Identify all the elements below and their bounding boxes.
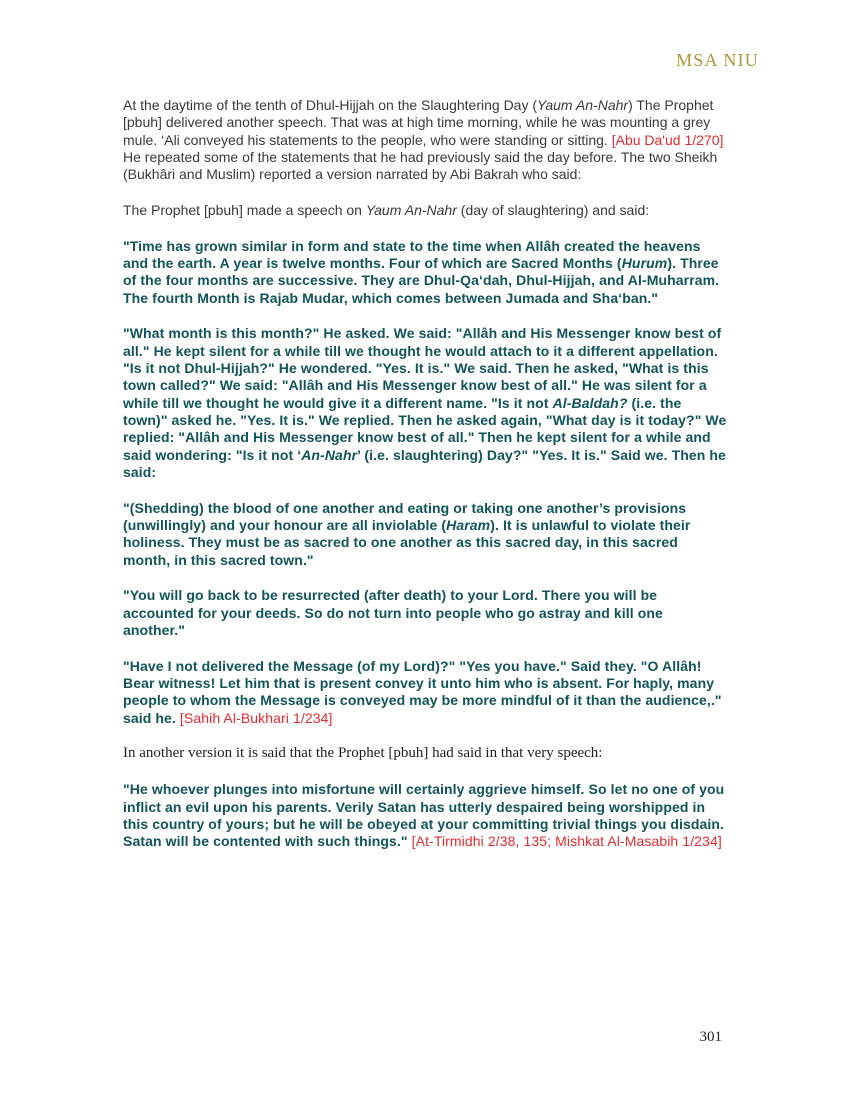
text-run: (day of slaughtering) and said:	[456, 201, 650, 218]
text-run: "What month is this month?" He asked. We said: "Allâh and His Messenger know best of all." He kept silent for a while till we thought he would attach to it a different appellation. "Is it not Dhul-Hijjah?" He wondered. "Yes. It is." We said. Then he asked, "What is this town called?" We said: "Allâh and His Messenger know best of all." He was silent for a while till we thought he would give it a different name. "Is it not	[123, 325, 722, 411]
text-block	[123, 97, 739, 850]
text-run: "He whoever plunges into misfortune will certainly aggrieve himself. So let no one of you inflict an evil upon his parents. Verily Satan has utterly despaired being worshipped in this country of yours; but he will be obeyed at your committing trivial things you disdain. Satan will be contented with such things."	[123, 781, 725, 850]
paragraph-2	[123, 202, 739, 219]
citation-reference: [Sahih Al-Bukhari 1/234]	[179, 709, 333, 726]
paragraph-3	[123, 238, 739, 307]
citation-reference: [Abu Da'ud 1/270]	[611, 131, 724, 148]
text-run: ). Three of the four months are successive. They are Dhul-Qa‘dah, Dhul-Hijjah, and Al-Muharram. The fourth Month is Rajab Mudar, which comes between Jumada and Sha‘ban."	[123, 255, 720, 306]
text-run: He repeated some of the statements that he had previously said the day before. The two Sheikh (Bukhâri and Muslim) reported a version narrated by Abi Bakrah who said:	[123, 148, 718, 183]
text-run: Hurum	[621, 255, 668, 272]
text-run: "You will go back to be resurrected (after death) to your Lord. There you will be accounted for your deeds. So do not turn into people who go astray and kill one another."	[123, 587, 663, 638]
page-header	[676, 50, 759, 71]
text-run: Yaum An-Nahr	[365, 201, 457, 218]
paragraph-8	[123, 745, 739, 762]
text-run: In another version it is said that the Prophet [pbuh] had said in that very speech:	[123, 745, 603, 762]
header-title: MSA NIU	[676, 50, 759, 70]
citation-reference: [At-Tirmidhi 2/38, 135; Mishkat Al-Masabih 1/234]	[411, 833, 722, 850]
text-run: Haram	[446, 516, 491, 533]
text-run: (i.e. the town)" asked he. "Yes. It is." We replied. Then he asked again, "What day is it today?" We replied: "Allâh and His Messenger know best of all." Then he kept silent for a while and said wondering: "Is it not ‘	[123, 394, 727, 463]
text-run: Al-Baldah?	[552, 394, 628, 411]
text-run: At the daytime of the tenth of Dhul-Hijjah on the Slaughtering Day (	[123, 97, 538, 113]
text-run: ). It is unlawful to violate their holiness. They must be as sacred to one another as this sacred day, in this sacred month, in this sacred town."	[123, 516, 691, 568]
paragraph-1	[123, 97, 739, 183]
text-run: ) The Prophet [pbuh] delivered another speech. That was at high time morning, while he was mounting a grey mule. ‘Ali conveyed his statements to the people, who were standing or sitting.	[123, 97, 714, 148]
text-run: "Have I not delivered the Message (of my Lord)?" "Yes you have." Said they. "O Allâh! Bear witness! Let him that is present convey it unto him who is absent. For haply, many people to whom the Message is conveyed may be more mindful of it than the audience,." said he.	[123, 657, 722, 726]
page-number: 301	[699, 1029, 722, 1045]
text-run: An-Nahr	[301, 446, 358, 463]
paragraph-5	[123, 500, 739, 569]
text-run: ’ (i.e. slaughtering) Day?" "Yes. It is." Said we. Then he said:	[123, 446, 726, 480]
paragraph-9	[123, 781, 739, 850]
text-run: The Prophet [pbuh] made a speech on	[123, 201, 366, 218]
paragraph-7	[123, 658, 739, 727]
paragraph-4	[123, 325, 739, 481]
text-run: "(Shedding) the blood of one another and eating or taking one another’s provisions (unwillingly) and your honour are all inviolable (	[123, 499, 687, 533]
text-run: Yaum An-Nahr	[537, 97, 629, 113]
text-run: "Time has grown similar in form and state to the time when Allâh created the heavens and the earth. A year is twelve months. Four of which are Sacred Months (	[123, 237, 701, 272]
paragraph-6	[123, 587, 739, 639]
